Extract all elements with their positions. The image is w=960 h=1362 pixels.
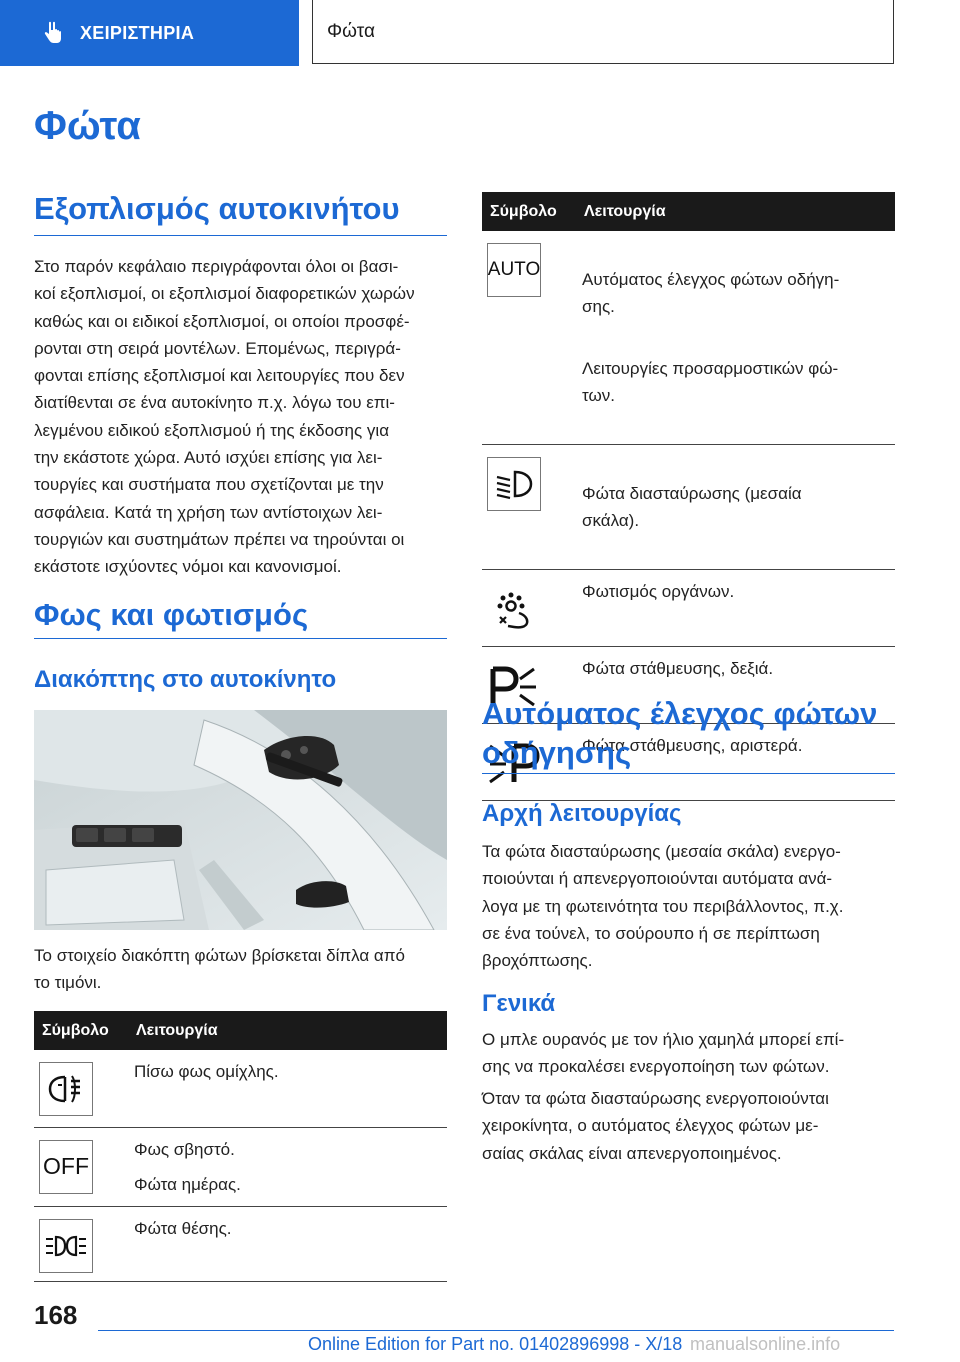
rear-fog-light-icon bbox=[39, 1062, 93, 1116]
light-switch-photo bbox=[34, 710, 447, 930]
row-text: Πίσω φως ομίχλης. bbox=[134, 1062, 279, 1081]
text-line: κοί εξοπλισμοί, οι εξοπλισμοί διαφορετικών χωρών bbox=[34, 284, 415, 304]
text-line: φονται επίσης εξοπλισμοί και λειτουργίες που δεν bbox=[34, 366, 405, 386]
text-line: Το στοιχείο διακόπτη φώτων βρίσκεται δίπλα από bbox=[34, 946, 405, 965]
section-title-line: οδήγησης bbox=[482, 735, 632, 770]
section-title-equipment: Εξοπλισμός αυτοκινήτου bbox=[34, 190, 447, 236]
row-text: Φώτα ημέρας. bbox=[134, 1174, 241, 1194]
equipment-paragraph bbox=[34, 253, 454, 581]
text-line: ποιούνται ή απενεργοποιούνται αυτόματα ανά- bbox=[482, 869, 833, 889]
text-line: Τα φώτα διασταύρωσης (μεσαία σκάλα) ενεργο- bbox=[482, 842, 841, 861]
section-title-lighting: Φως και φωτισμός bbox=[34, 596, 447, 639]
text-line: διατίθενται σε ένα αυτοκίνητο π.χ. λόγω του επι- bbox=[34, 393, 395, 413]
text-line: λεγμένου ειδικού εξοπλισμού ή της έκδοσης για bbox=[34, 420, 390, 440]
symbol-table-left bbox=[34, 1011, 447, 1282]
subsection-title-general: Γενικά bbox=[482, 990, 556, 1017]
footer-divider bbox=[98, 1330, 894, 1331]
general-paragraph-1 bbox=[482, 1026, 902, 1081]
watermark: manualsonline.info bbox=[690, 1334, 841, 1354]
text-line: ρονται στη σειρά μοντέλων. Επομένως, περιγρά- bbox=[34, 338, 401, 358]
row-text: Αυτόματος έλεγχος φώτων οδήγη- σης. bbox=[582, 270, 840, 316]
text-line: τουργιών και συστημάτων πρέπει να τηρούνται οι bbox=[34, 529, 405, 549]
text-line: Στο παρόν κεφάλαιο περιγράφονται όλοι οι βασι- bbox=[34, 257, 399, 276]
general-paragraph-2 bbox=[482, 1085, 902, 1167]
hand-pointer-icon bbox=[40, 20, 66, 46]
text-line: εκάστοτε ισχύοντες νόμοι και κανονισμοί. bbox=[34, 557, 342, 577]
row-text: Φώτα στάθμευσης, δεξιά. bbox=[582, 659, 774, 678]
text-line: Όταν τα φώτα διασταύρωσης ενεργοποιούνται bbox=[482, 1089, 829, 1108]
manual-section-label: ΧΕΙΡΙΣΤΗΡΙΑ bbox=[80, 22, 195, 43]
column-header-symbol: Σύμβολο bbox=[482, 192, 576, 231]
page-title: Φώτα bbox=[34, 104, 141, 148]
text-line: ασφάλεια. Κατά τη χρήση των αντίστοιχων λει- bbox=[34, 502, 383, 522]
table-row bbox=[34, 1206, 447, 1281]
row-text: Φως σβηστό. bbox=[134, 1139, 235, 1159]
page-number: 168 bbox=[34, 1300, 78, 1330]
text-line: βροχόπτωσης. bbox=[482, 951, 593, 971]
text-line: λογα με τη φωτεινότητα του περιβάλλοντος, π.χ. bbox=[482, 896, 844, 916]
breadcrumb: Φώτα bbox=[312, 0, 894, 64]
text-line: σαίας σκάλας είναι απενεργοποιημένος. bbox=[482, 1143, 782, 1163]
text-line: σης να προκαλέσει ενεργοποίηση των φώτων. bbox=[482, 1057, 830, 1077]
text-line: την εκάστοτε χώρα. Αυτό ισχύει επίσης για λει- bbox=[34, 448, 383, 468]
manual-section-tab[interactable] bbox=[0, 0, 299, 66]
low-beam-icon bbox=[487, 457, 541, 511]
lights-off-icon: OFF bbox=[39, 1140, 93, 1194]
row-text: Λειτουργίες προσαρμοστικών φώ- των. bbox=[582, 359, 839, 405]
table-row bbox=[34, 1127, 447, 1206]
text-line: Ο μπλε ουρανός με τον ήλιο χαμηλά μπορεί επί- bbox=[482, 1030, 845, 1049]
subsection-title-principle: Αρχή λειτουργίας bbox=[482, 800, 682, 827]
table-row bbox=[34, 1050, 447, 1127]
auto-lights-icon: AUTO bbox=[487, 243, 541, 297]
row-text: Φώτα διασταύρωσης (μεσαία σκάλα). bbox=[582, 484, 802, 530]
subsection-title-switch: Διακόπτης στο αυτοκίνητο bbox=[34, 666, 337, 693]
text-line: σε ένα τούνελ, το σούρουπο ή σε περίπτωση bbox=[482, 923, 820, 943]
footer-edition: Online Edition for Part no. 01402896998 - X/18 bbox=[308, 1334, 683, 1354]
column-header-function: Λειτουργία bbox=[576, 192, 895, 231]
table-row bbox=[482, 445, 895, 570]
principle-paragraph bbox=[482, 838, 902, 974]
text-line: τουργίες και συστήματα που σχετίζονται με την bbox=[34, 475, 384, 495]
instrument-lighting-icon bbox=[487, 582, 541, 636]
column-header-symbol: Σύμβολο bbox=[34, 1011, 128, 1050]
row-text: Φώτα θέσης. bbox=[134, 1218, 232, 1238]
text-line: το τιμόνι. bbox=[34, 973, 102, 993]
text-line: χειροκίνητα, ο αυτόματος έλεγχος φώτων με- bbox=[482, 1116, 819, 1136]
table-row bbox=[482, 231, 895, 445]
top-bar bbox=[0, 0, 960, 66]
column-header-function: Λειτουργία bbox=[128, 1011, 447, 1050]
section-title-auto-lights bbox=[482, 694, 895, 774]
row-text: Φώτα στάθμευσης, αριστερά. bbox=[582, 736, 803, 755]
section-title-line: Αυτόματος έλεγχος φώτων bbox=[482, 696, 878, 731]
table-row bbox=[482, 570, 895, 647]
row-text: Φωτισμός οργάνων. bbox=[582, 582, 735, 601]
photo-caption bbox=[34, 942, 454, 997]
text-line: καθώς και οι ειδικοί εξοπλισμοί, οι οποίοι προσφέ- bbox=[34, 311, 410, 331]
position-lights-icon bbox=[39, 1219, 93, 1273]
